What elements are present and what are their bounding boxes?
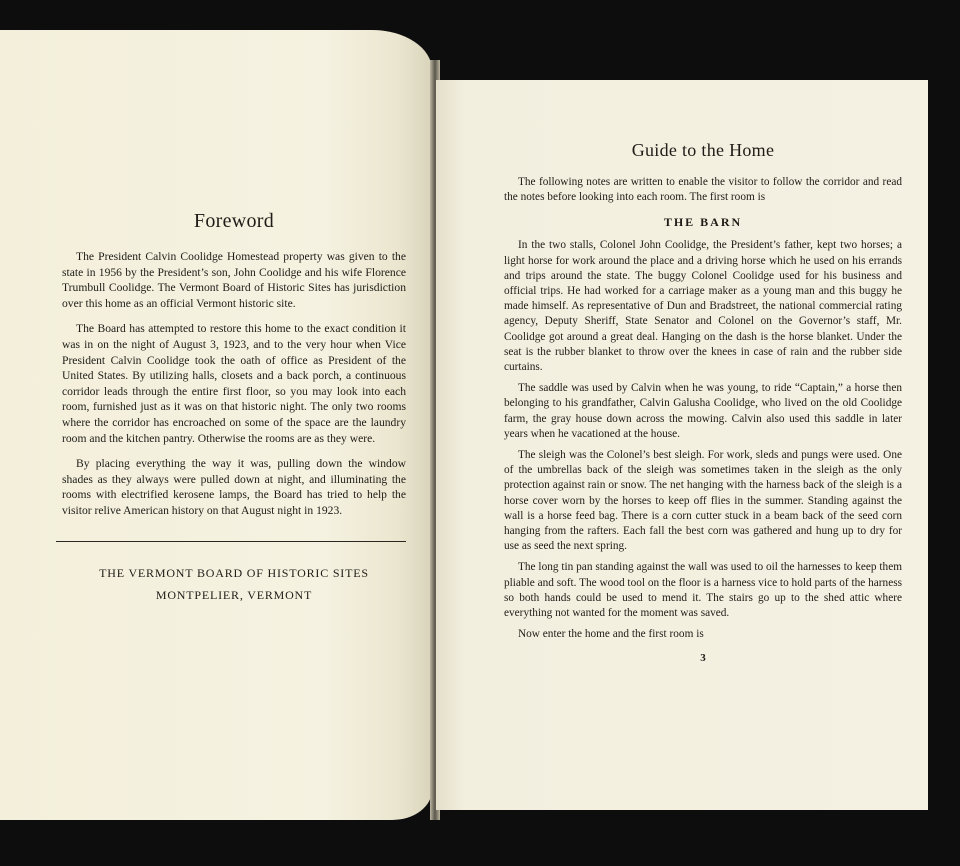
left-page xyxy=(0,30,432,820)
foreword-title: Foreword xyxy=(193,210,275,232)
guide-title: Guide to the Home xyxy=(631,140,775,160)
barn-paragraph-4: The long tin pan standing against the wall was used to oil the harnesses to keep them pliable and soft. The wood tool on the floor is a harness vice to hold parts of the harness so both hands could be used to mend it. The stairs go up to the shed attic where everything not wanted for the moment was saved. xyxy=(504,561,902,620)
page-number: 3 xyxy=(700,652,706,665)
signature-location: MONTPELIER, VERMONT xyxy=(155,587,313,602)
right-page xyxy=(436,80,928,810)
barn-paragraph-2: The saddle was used by Calvin when he was young, to ride “Captain,” a horse then belonging to his grandfather, Calvin Galusha Coolidge, who lived on the old Coolidge farm, the gray house down across the mowing. Calvin also used this saddle in later years when he vacationed at the house. xyxy=(504,382,902,440)
barn-paragraph-1: In the two stalls, Colonel John Coolidge, the President’s father, kept two horses; a light horse for work around the place and a driving horse which he used on his errands and trips around the state. The buggy Colonel Coolidge used for his business and official trips. He had worked for a carriage maker as a young man and this buggy he made himself. As representative of Dun and Bradstreet, the national commercial rating agency, Deputy Sheriff, State Senator and Colonel on the Governor’s staff, Mr. Coolidge got around a great deal. Hanging on the dash is the horse blanket. Under the seat is the rubber blanket to throw over the knees in case of rain and the rubber side curtains. xyxy=(504,239,902,374)
guide-closing: Now enter the home and the first room is xyxy=(518,628,704,641)
signature-board: THE VERMONT BOARD OF HISTORIC SITES xyxy=(99,565,369,580)
foreword-paragraph-1: The President Calvin Coolidge Homestead property was given to the state in 1956 by the President’s son, John Coolidge and his wife Florence Trumbull Coolidge. The Vermont Board of Historic Sites has jurisdiction over this home as an official Vermont historic site. xyxy=(62,250,406,310)
divider-rule xyxy=(56,541,406,542)
section-title-barn: THE BARN xyxy=(663,215,743,230)
foreword-paragraph-2: The Board has attempted to restore this home to the exact condition it was in on the night of August 3, 1923, and to the very hour when Vice President Calvin Coolidge took the oath of office as President of the United States. By utilizing halls, closets and a back porch, a continuous corridor leads through the entire first floor, so you may look into each room, furnished just as it was on that historic night. The only two rooms where the corridor has encroached on some of the space are the laundry room and the kitchen pantry. Otherwise the rooms are as they were. xyxy=(62,322,406,445)
guide-intro: The following notes are written to enable the visitor to follow the corridor and read the notes before looking into each room. The first room is xyxy=(504,176,902,204)
barn-paragraph-3: The sleigh was the Colonel’s best sleigh. For work, sleds and pungs were used. One of the umbrellas back of the sleigh was sometimes taken in the sleigh as the only protection against rain or snow. The net hanging with the harness back of the sleigh is a horse cover worn by the horses to keep off flies in the summer. Standing against the wall is a horse feed bag. There is a corn cutter stuck in a beam back of the seed corn hanging from the rafters. Each fall the best corn was gathered and hung up to dry for use as seed the next spring. xyxy=(504,449,902,553)
foreword-paragraph-3: By placing everything the way it was, pulling down the window shades as they always were pulled down at night, and illuminating the rooms with electrified kerosene lamps, the Board has tried to help the visitor relive American history on that August night in 1923. xyxy=(62,457,406,517)
